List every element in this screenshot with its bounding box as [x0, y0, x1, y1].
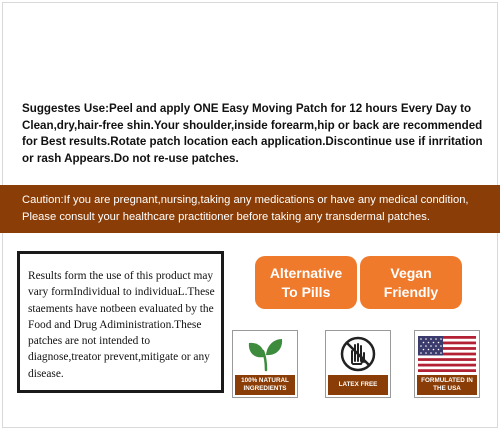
- latex-free-badge: [325, 330, 391, 398]
- natural-ingredients-badge: [232, 330, 298, 398]
- pill-line2: To Pills: [281, 283, 331, 300]
- suggested-use-text: Suggestes Use:Peel and apply ONE Easy Moving Patch for 12 hours Every Day to Clean,dry,hair-free shin.Your shoulder,inside forearm,hip or back are recommended for Best results.Rotate patch location each application.Discontinue use if inrritation or rash Appears.Do not re-use patches.: [22, 102, 483, 165]
- badge-label: 100% NATURAL INGREDIENTS: [235, 375, 295, 395]
- caution-text: Caution:If you are pregnant,nursing,taking any medications or have any medical condition, Please consult your healthcare practitioner before taking any transdermal patches.: [22, 194, 469, 223]
- badge-label: LATEX FREE: [328, 375, 388, 395]
- us-flag-icon: [418, 336, 476, 372]
- pill-line1: Vegan: [390, 264, 432, 281]
- vegan-friendly-badge: [360, 256, 462, 309]
- disclaimer-text: Results form the use of this product may vary formIndividual to individuaL.These staements have notbeen evaluated by the Food and Drug Adiministration.These patches are not intended to diagnose,treator prevent,mitigate or any disease.: [28, 270, 215, 380]
- badge-label: FORMULATED IN THE USA: [417, 375, 477, 395]
- pill-line2: Friendly: [383, 283, 439, 300]
- leaf-icon: [245, 335, 285, 373]
- alternative-to-pills-badge: [255, 256, 357, 309]
- pill-line1: Alternative: [269, 264, 343, 281]
- no-glove-icon: [339, 335, 377, 373]
- disclaimer-box: [17, 251, 224, 393]
- formulated-in-usa-badge: [414, 330, 480, 398]
- caution-banner: [0, 185, 500, 233]
